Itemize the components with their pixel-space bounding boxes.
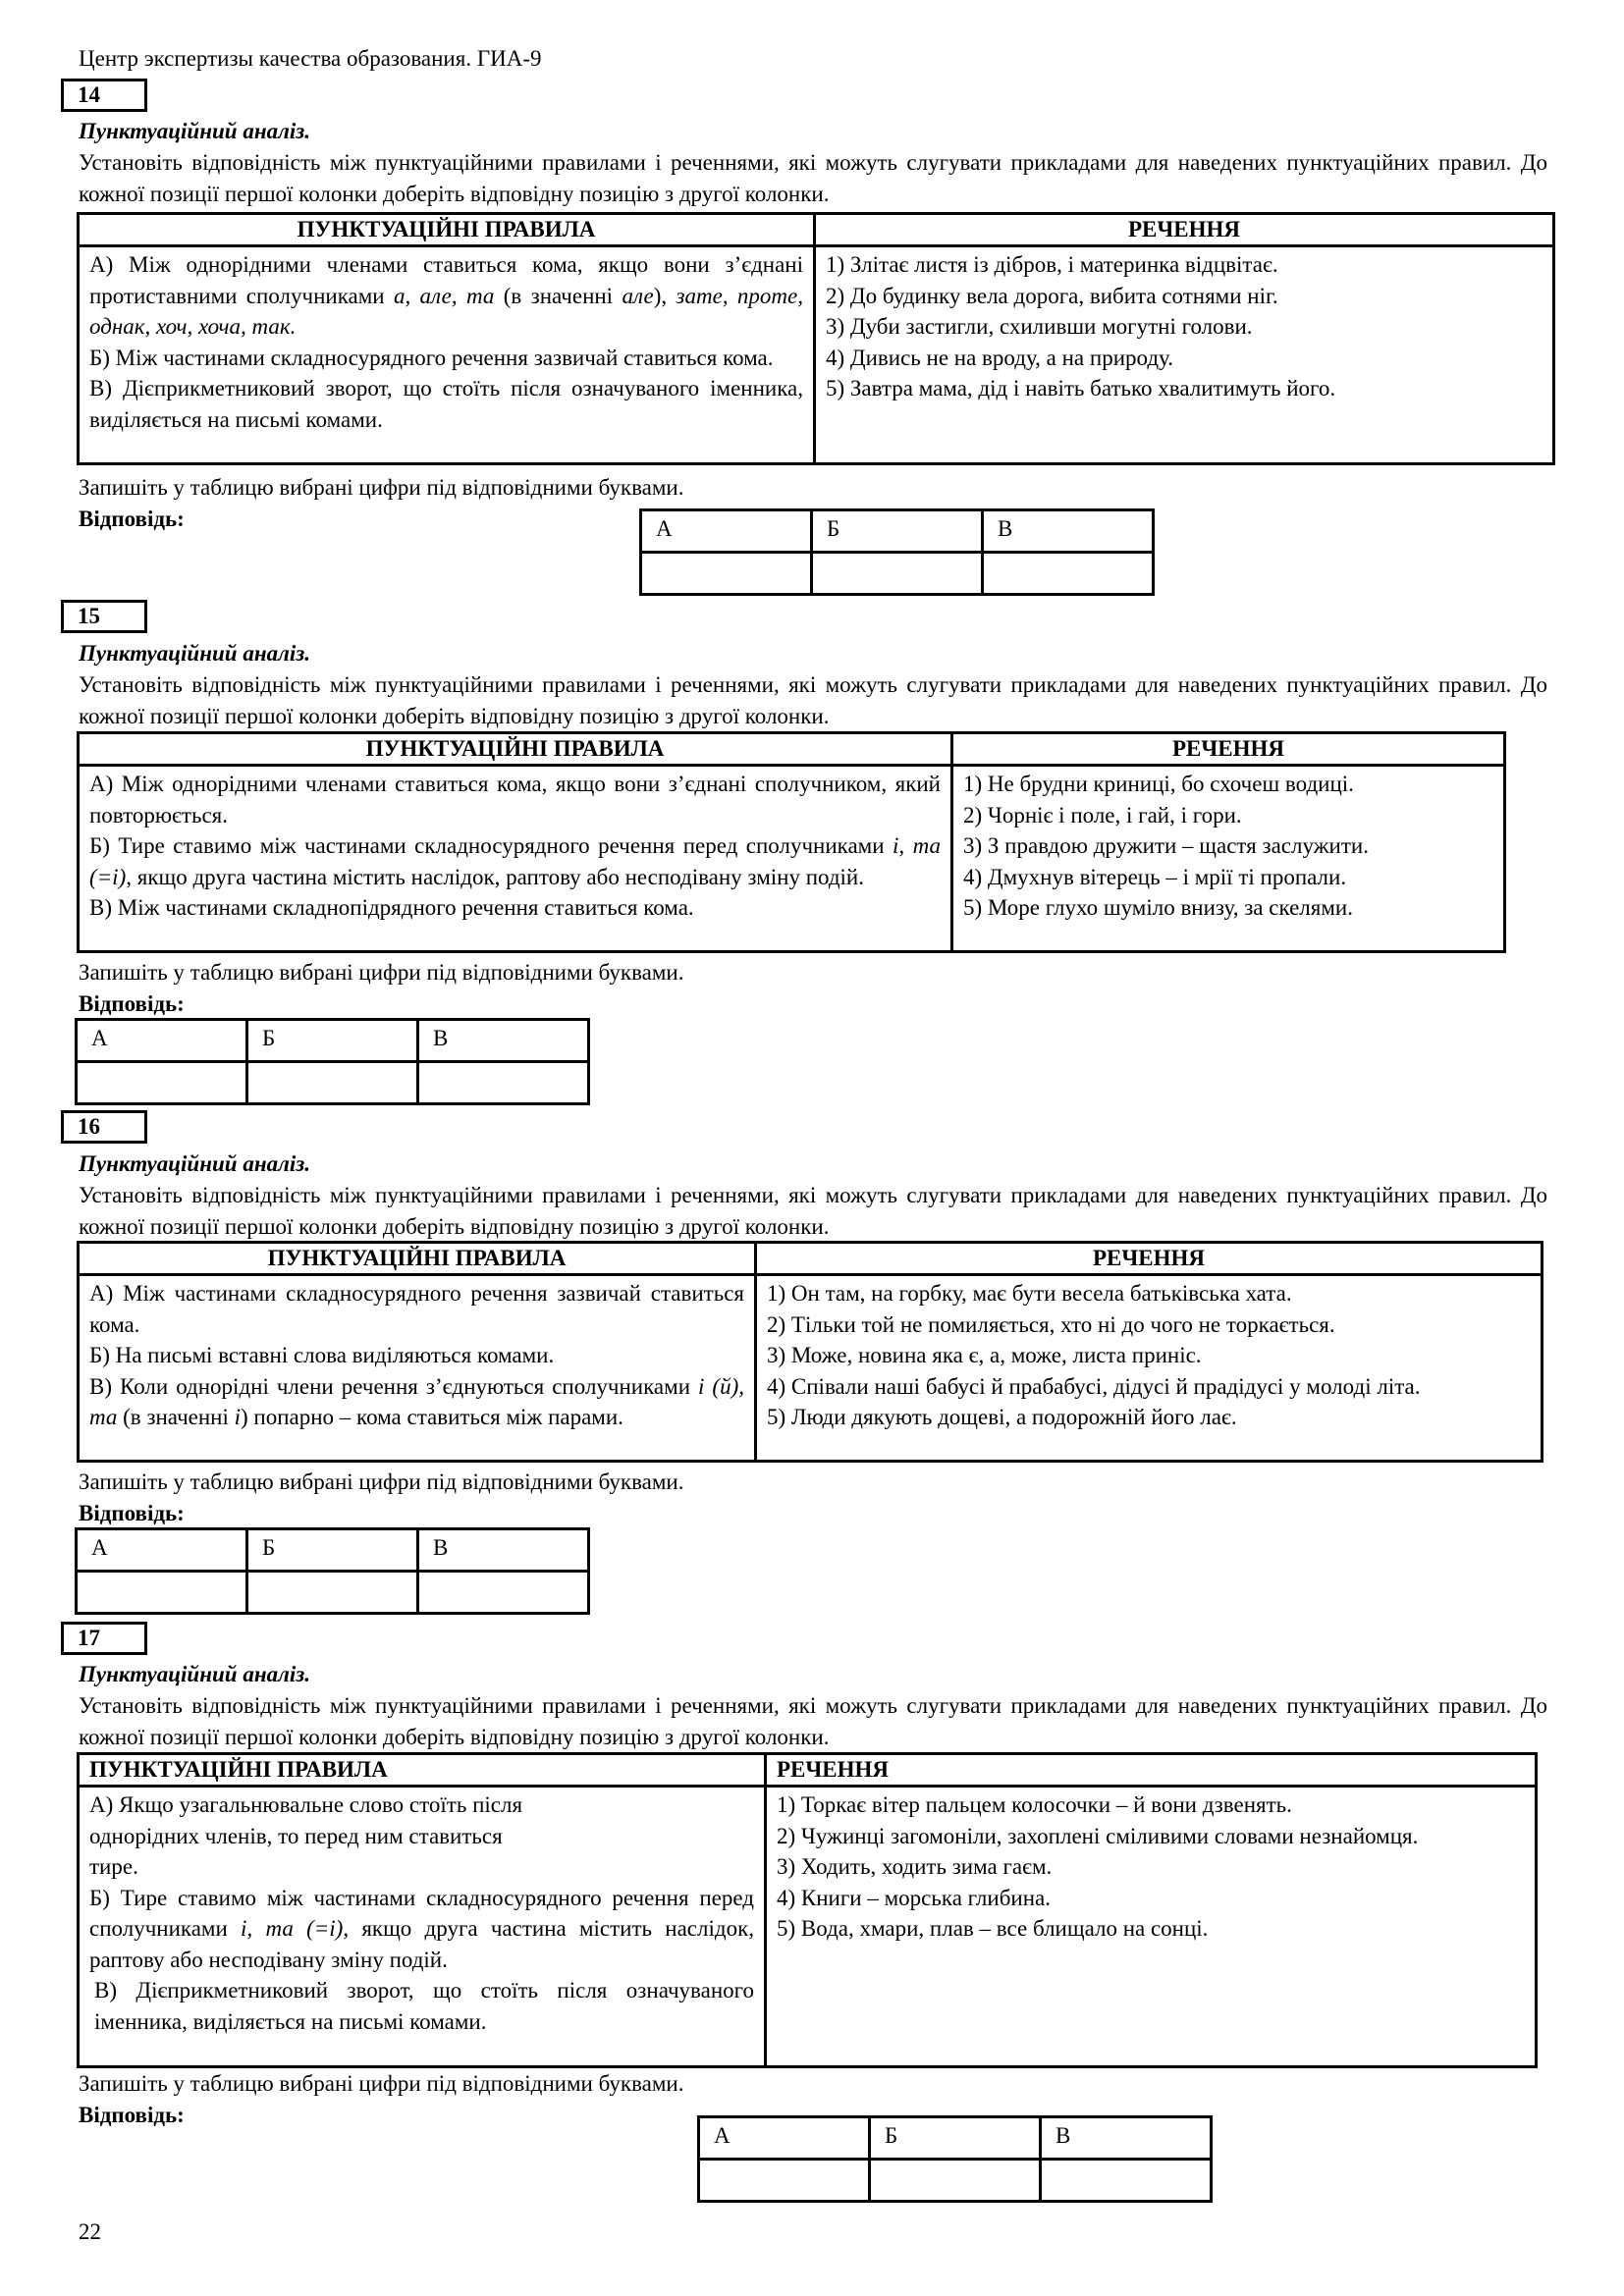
document-header: Центр экспертизы качества образования. ГИА-9 [79,46,542,71]
rule-a: А) Якщо узагальнювальне слово стоїть після однорідних членів, то перед ним ставиться тире. [89,1792,523,1879]
answer-input-a[interactable] [77,1572,247,1614]
sentences-cell [815,246,1554,464]
answer-input-a[interactable] [699,2160,870,2202]
sentences-cell [952,766,1505,952]
task-14-answer-table [639,508,1155,596]
sentence-1: 1) Он там, на горбку, має бути весела батьківська хата. [767,1281,1292,1306]
rules-column-header: ПУНКТУАЦІЙНІ ПРАВИЛА [79,214,815,246]
answer-input-c[interactable] [418,1572,589,1614]
task-15-answer-label: Відповідь: [79,991,185,1016]
sentence-5: 5) Вода, хмари, плав – все блищало на сонці. [777,1916,1209,1941]
task-14-matching-table [77,212,1555,465]
task-16-matching-table [77,1241,1543,1463]
sentence-5: 5) Море глухо шуміло внизу, за скелями. [963,895,1353,920]
sentences-column-header: РЕЧЕННЯ [756,1243,1543,1275]
sentence-2: 2) Тільки той не помиляється, хто ні до чого не торкається. [767,1311,1335,1337]
sentence-2: 2) Чорніє і поле, і гай, і гори. [963,802,1242,828]
answer-input-b[interactable] [870,2160,1041,2202]
task-15-matching-table [77,731,1506,953]
task-15-answer-table [75,1018,590,1105]
task-17-title: Пунктуаційний аналіз. [79,1662,311,1686]
sentence-5: 5) Завтра мама, дід і навіть батько хвалитимуть його. [826,376,1336,400]
sentence-5: 5) Люди дякують дощеві, а подорожній його лає. [767,1405,1237,1429]
sentence-4: 4) Книги – морська глибина. [777,1885,1051,1910]
sentence-3: 3) Ходить, ходить зима гаєм. [777,1854,1053,1879]
answer-letter-c: В [983,510,1154,553]
rules-column-header: ПУНКТУАЦІЙНІ ПРАВИЛА [79,733,952,766]
sentences-column-header: РЕЧЕННЯ [952,733,1505,766]
sentence-4: 4) Співали наші бабусі й прабабусі, дідусі й прадідусі у молоді літа. [767,1373,1421,1399]
sentence-3: 3) Дуби застигли, схиливши могутні голови. [826,314,1253,339]
answer-input-a[interactable] [77,1062,247,1104]
rule-b: Б) Між частинами складносурядного речення зазвичай ставиться кома. [89,345,774,370]
rule-a: А) Між однорідними членами ставиться кома, якщо вони з’єднані протиставними сполучниками а, але, та (в значенні але), зате, проте, однак, хоч, хоча, так. [89,252,803,339]
sentences-cell [756,1275,1543,1462]
rules-column-header: ПУНКТУАЦІЙНІ ПРАВИЛА [79,1754,766,1787]
sentence-1: 1) Не брудни криниці, бо схочеш водиці. [963,772,1354,796]
rule-c: В) Дієприкметниковий зворот, що стоїть після означуваного іменника, виділяється на письмі комами. [89,376,803,432]
rules-cell [79,246,815,464]
answer-letter-b: Б [247,1529,418,1572]
task-17-answer-table [697,2115,1213,2203]
answer-input-c[interactable] [1041,2160,1212,2202]
task-17-instruction: Установіть відповідність між пунктуаційними правилами і реченнями, які можуть слугувати прикладами для наведених пунктуаційних правил. До кожної позиції першої колонки доберіть відповідну позицію з другої колонки. [79,1693,1547,1749]
answer-letter-c: В [1041,2117,1212,2160]
sentence-3: 3) З правдою дружити – щастя заслужити. [963,833,1369,858]
sentence-4: 4) Дмухнув вітерець – і мрії ті пропали. [963,864,1347,889]
sentences-column-header: РЕЧЕННЯ [815,214,1554,246]
rule-a: А) Між однорідними членами ставиться кома, якщо вони з’єднані сполучником, який повторюється. [89,772,941,828]
task-14-number: 14 [61,79,147,112]
task-15-instruction: Установіть відповідність між пунктуаційними правилами і реченнями, які можуть слугувати прикладами для наведених пунктуаційних правил. До кожної позиції першої колонки доберіть відповідну позицію з другої колонки. [79,672,1547,728]
rule-b: Б) Тире ставимо між частинами складносурядного речення перед сполучниками і, та (=і), якщо друга частина містить наслідок, раптову або несподівану зміну подій. [89,1885,755,1972]
task-16-number: 16 [61,1110,147,1144]
answer-letter-a: А [641,510,812,553]
task-14-title: Пунктуаційний аналіз. [79,119,311,143]
answer-letter-c: В [418,1020,589,1062]
task-17-number: 17 [61,1622,147,1655]
answer-letter-b: Б [870,2117,1041,2160]
sentences-cell [766,1787,1537,2067]
answer-input-c[interactable] [418,1062,589,1104]
rule-a: А) Між частинами складносурядного речення зазвичай ставиться кома. [89,1281,744,1337]
answer-letter-c: В [418,1529,589,1572]
task-14-note: Запишіть у таблицю вибрані цифри під відповідними буквами. [79,475,684,500]
task-16-answer-table [75,1527,590,1615]
rules-cell [79,766,952,952]
task-17-matching-table [77,1752,1538,2068]
answer-input-c[interactable] [983,553,1154,595]
sentence-1: 1) Торкає вітер пальцем колосочки – й вони дзвенять. [777,1792,1292,1817]
answer-letter-a: А [699,2117,870,2160]
task-14-answer-label: Відповідь: [79,507,185,531]
task-16-instruction: Установіть відповідність між пунктуаційними правилами і реченнями, які можуть слугувати прикладами для наведених пунктуаційних правил. До кожної позиції першої колонки доберіть відповідну позицію з другої колонки. [79,1183,1547,1239]
task-14-instruction: Установіть відповідність між пунктуаційними правилами і реченнями, які можуть слугувати прикладами для наведених пунктуаційних правил. До кожної позиції першої колонки доберіть відповідну позицію з другої колонки. [79,150,1547,206]
rule-c: В) Між частинами складнопідрядного речення ставиться кома. [89,895,694,920]
answer-input-b[interactable] [247,1062,418,1104]
sentence-2: 2) До будинку вела дорога, вибита сотнями ніг. [826,283,1278,308]
sentences-column-header: РЕЧЕННЯ [766,1754,1537,1787]
answer-letter-b: Б [247,1020,418,1062]
sentence-1: 1) Злітає листя із дібров, і материнка відцвітає. [826,252,1278,277]
answer-input-b[interactable] [812,553,983,595]
task-16-answer-label: Відповідь: [79,1501,185,1525]
rule-b: Б) На письмі вставні слова виділяються комами. [89,1343,555,1367]
rules-cell [79,1275,756,1462]
sentence-3: 3) Може, новина яка є, а, може, листа приніс. [767,1343,1202,1367]
rules-cell [79,1787,766,2067]
rule-b: Б) Тире ставимо між частинами складносурядного речення перед сполучниками і, та (=і), якщо друга частина містить наслідок, раптову або несподівану зміну подій. [89,833,941,889]
sentence-2: 2) Чужинці загомоніли, захоплені сміливими словами незнайомця. [777,1823,1419,1848]
answer-letter-a: А [77,1020,247,1062]
rule-c: В) Коли однорідні члени речення з’єднуються сполучниками і (й), та (в значенні і) попарно – кома ставиться між парами. [89,1373,744,1429]
sentence-4: 4) Дивись не на вроду, а на природу. [826,345,1173,370]
answer-letter-a: А [77,1529,247,1572]
rules-column-header: ПУНКТУАЦІЙНІ ПРАВИЛА [79,1243,756,1275]
task-15-title: Пунктуаційний аналіз. [79,641,311,666]
answer-input-b[interactable] [247,1572,418,1614]
task-15-note: Запишіть у таблицю вибрані цифри під відповідними буквами. [79,960,684,985]
task-16-note: Запишіть у таблицю вибрані цифри під відповідними буквами. [79,1469,684,1494]
answer-letter-b: Б [812,510,983,553]
task-15-number: 15 [61,600,147,633]
task-16-title: Пунктуаційний аналіз. [79,1151,311,1176]
rule-c: В) Дієприкметниковий зворот, що стоїть після означуваного іменника, виділяється на письмі комами. [94,1978,754,2034]
page-number: 22 [79,2219,101,2244]
answer-input-a[interactable] [641,553,812,595]
task-17-note: Запишіть у таблицю вибрані цифри під відповідними буквами. [79,2071,684,2096]
task-17-answer-label: Відповідь: [79,2103,185,2127]
